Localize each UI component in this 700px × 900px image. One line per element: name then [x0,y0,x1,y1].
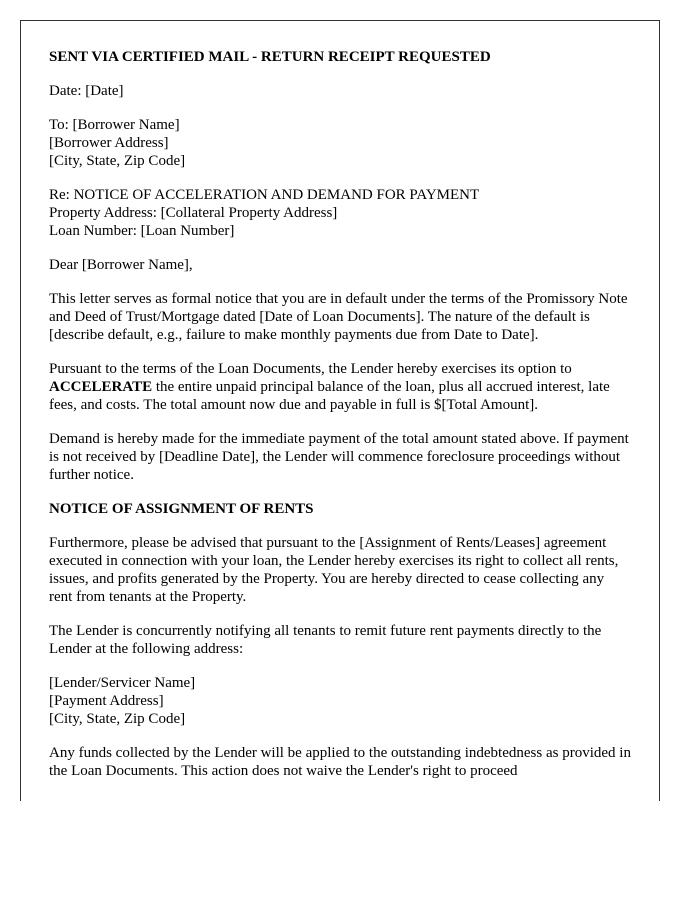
section-heading: NOTICE OF ASSIGNMENT OF RENTS [49,501,314,517]
tenant-notice-paragraph: The Lender is concurrently notifying all tenants to remit future rent payments directly to the Lender at the following address: [49,623,602,657]
letter-page [20,20,660,801]
accelerate-emphasis: ACCELERATE [49,379,153,395]
lender-address-block [49,674,631,728]
demand-paragraph: Demand is hereby made for the immediate payment of the total amount stated above. If payment is not received by [Deadline Date], the Lender will commence foreclosure proceedings without further notice. [49,431,629,483]
payment-address: [Payment Address] [49,693,164,709]
lender-name: [Lender/Servicer Name] [49,675,196,691]
recipient-address: [Borrower Address] [49,135,169,151]
rents-paragraph: Furthermore, please be advised that pursuant to the [Assignment of Rents/Leases] agreement executed in connection with your loan, the Lender hereby exercises its right to collect all rents, issues, and profits generated by the Property. You are hereby directed to cease collecting any rent from tenants at the Property. [49,535,619,605]
funds-paragraph: Any funds collected by the Lender will be applied to the outstanding indebtedness as provided in the Loan Documents. This action does not waive the Lender's right to proceed [49,745,631,779]
recipient-name: To: [Borrower Name] [49,117,180,133]
salutation: Dear [Borrower Name], [49,257,193,273]
re-subject: Re: NOTICE OF ACCELERATION AND DEMAND FOR PAYMENT [49,187,480,203]
default-paragraph: This letter serves as formal notice that you are in default under the terms of the Promissory Note and Deed of Trust/Mortgage dated [Date of Loan Documents]. The nature of the default is [describe default, e.g., failure to make monthly payments due from Date to Date]. [49,291,628,343]
date-line: Date: [Date] [49,83,124,99]
acceleration-paragraph [49,360,631,414]
loan-number: Loan Number: [Loan Number] [49,223,235,239]
text: the entire unpaid principal balance of the loan, plus all accrued interest, late fees, and costs. The total amount now due and payable in full is $[Total Amount]. [49,379,610,413]
property-address: Property Address: [Collateral Property Address] [49,205,338,221]
lender-city: [City, State, Zip Code] [49,711,186,727]
certified-mail-header: SENT VIA CERTIFIED MAIL - RETURN RECEIPT REQUESTED [49,49,491,65]
text: Pursuant to the terms of the Loan Documents, the Lender hereby exercises its option to [49,361,572,377]
reference-block [49,186,631,240]
recipient-city: [City, State, Zip Code] [49,153,186,169]
recipient-block [49,116,631,170]
